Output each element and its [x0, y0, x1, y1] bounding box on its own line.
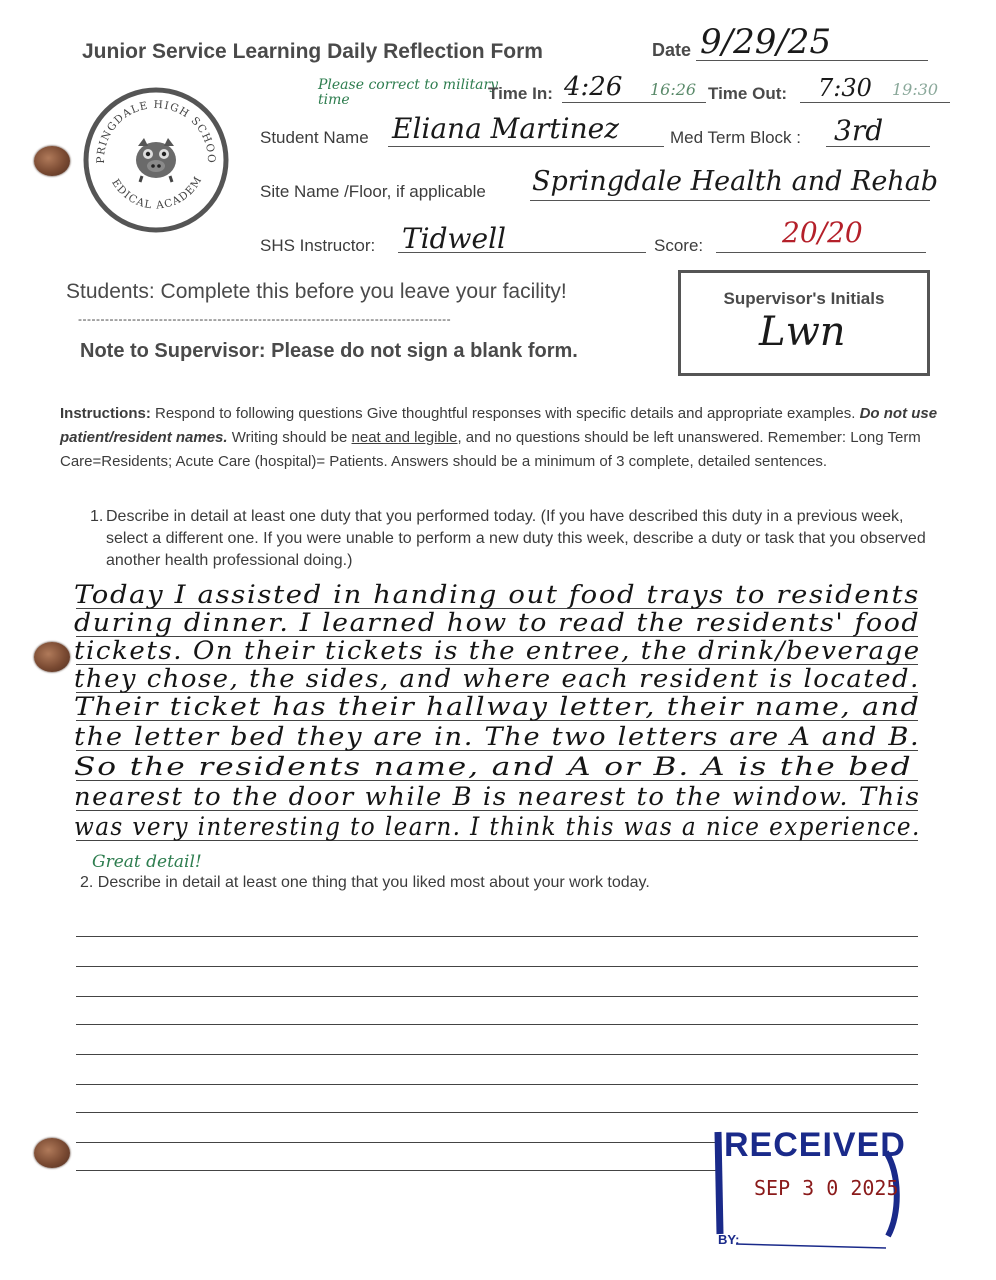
answer-line: nearest to the door while B is nearest to the window. This [74, 782, 921, 811]
answer-line: was very interesting to learn. I think this was a nice experience. [74, 812, 921, 841]
answer-line: tickets. On their tickets is the entree, the drink/beverage [74, 636, 921, 665]
answer-line: So the residents name, and A or B. A is the bed [74, 752, 913, 781]
supervisor-note: Note to Supervisor: Please do not sign a blank form. [80, 340, 578, 362]
instructions-emphasis: Do not use patient/resident names. [60, 405, 938, 446]
instructions-underlined: neat and legible [351, 429, 458, 446]
question-2-text: 2. Describe in detail at least one thing that you liked most about your work today. [80, 874, 650, 891]
time-out-correction: 19:30 [892, 80, 939, 99]
time-out-value: 7:30 [818, 74, 872, 102]
time-in-value: 4:26 [564, 72, 623, 102]
answer-line: Today I assisted in handing out food trays to residents [74, 580, 920, 609]
answer-line: Their ticket has their hallway letter, their name, and [74, 692, 921, 721]
instructor-label: SHS Instructor: [260, 236, 376, 255]
date-label: Date [652, 40, 692, 60]
logo-top-text: PRINGDALE HIGH SCHOO [94, 98, 218, 164]
received-stamp-title: RECEIVED [724, 1126, 906, 1164]
answer-line: during dinner. I learned how to read the residents' food [74, 608, 921, 637]
feedback-comment: Great detail! [92, 852, 202, 872]
instructor-value: Tidwell [402, 222, 507, 255]
answer-line: the letter bed they are in. The two letters are A and B. [74, 722, 921, 751]
form-title: Junior Service Learning Daily Reflection Form [82, 40, 543, 63]
mascot-icon [136, 138, 176, 182]
med-term-block-value: 3rd [834, 114, 884, 147]
logo-bottom-text: EDICAL ACADEM [109, 173, 205, 212]
question-1-text: Describe in detail at least one duty that you performed today. (If you have described this duty in a previous week, select a different one. If you were unable to perform a new duty this week, describe a duty or task that you observed another health professional doing.) [106, 508, 926, 569]
site-name-value: Springdale Health and Rehab [532, 166, 939, 197]
instructions-label: Instructions: [60, 405, 151, 422]
hole-punch [34, 642, 70, 672]
received-stamp-by-label: BY: [718, 1232, 740, 1247]
student-name-value: Eliana Martinez [392, 112, 619, 145]
answer-line: they chose, the sides, and where each resident is located. [74, 664, 920, 693]
hole-punch [34, 1138, 70, 1168]
instructions-part1: Respond to following questions Give thoughtful responses with specific details and appropriate examples. [150, 405, 860, 422]
complete-notice: Students: Complete this before you leave your facility! [66, 280, 567, 303]
score-value: 20/20 [782, 216, 863, 249]
supervisor-initials-box [678, 270, 930, 376]
supervisor-initials-label: Supervisor's Initials [723, 289, 885, 308]
student-name-label: Student Name [260, 128, 369, 147]
supervisor-initials-signature: Lwn [759, 309, 846, 355]
time-out-label: Time Out: [708, 84, 788, 103]
instructions-part2: Writing should be [227, 429, 352, 446]
time-in-label: Time In: [488, 84, 553, 103]
time-in-correction: 16:26 [650, 80, 697, 99]
received-stamp [708, 1124, 908, 1254]
med-term-block-label: Med Term Block : [670, 128, 802, 147]
dash-divider: ----------------------------------------------------------------------------------- [78, 312, 452, 326]
instructions [60, 402, 940, 474]
received-stamp-date: SEP 3 0 2025 [754, 1176, 899, 1200]
hole-punch [34, 146, 70, 176]
school-logo [82, 86, 230, 234]
military-time-note: Please correct to military time [318, 77, 499, 108]
date-value: 9/29/25 [700, 22, 832, 62]
instructions-part3: , and no questions should be left unanswered. Remember: Long Term Care=Residents; Acute Care (hospital)= Patients. Answers should be a minimum of 3 complete, detailed sentences. [60, 429, 921, 470]
site-name-label: Site Name /Floor, if applicable [260, 182, 486, 201]
question-1-number: 1. [90, 508, 104, 525]
score-label: Score: [654, 236, 704, 255]
